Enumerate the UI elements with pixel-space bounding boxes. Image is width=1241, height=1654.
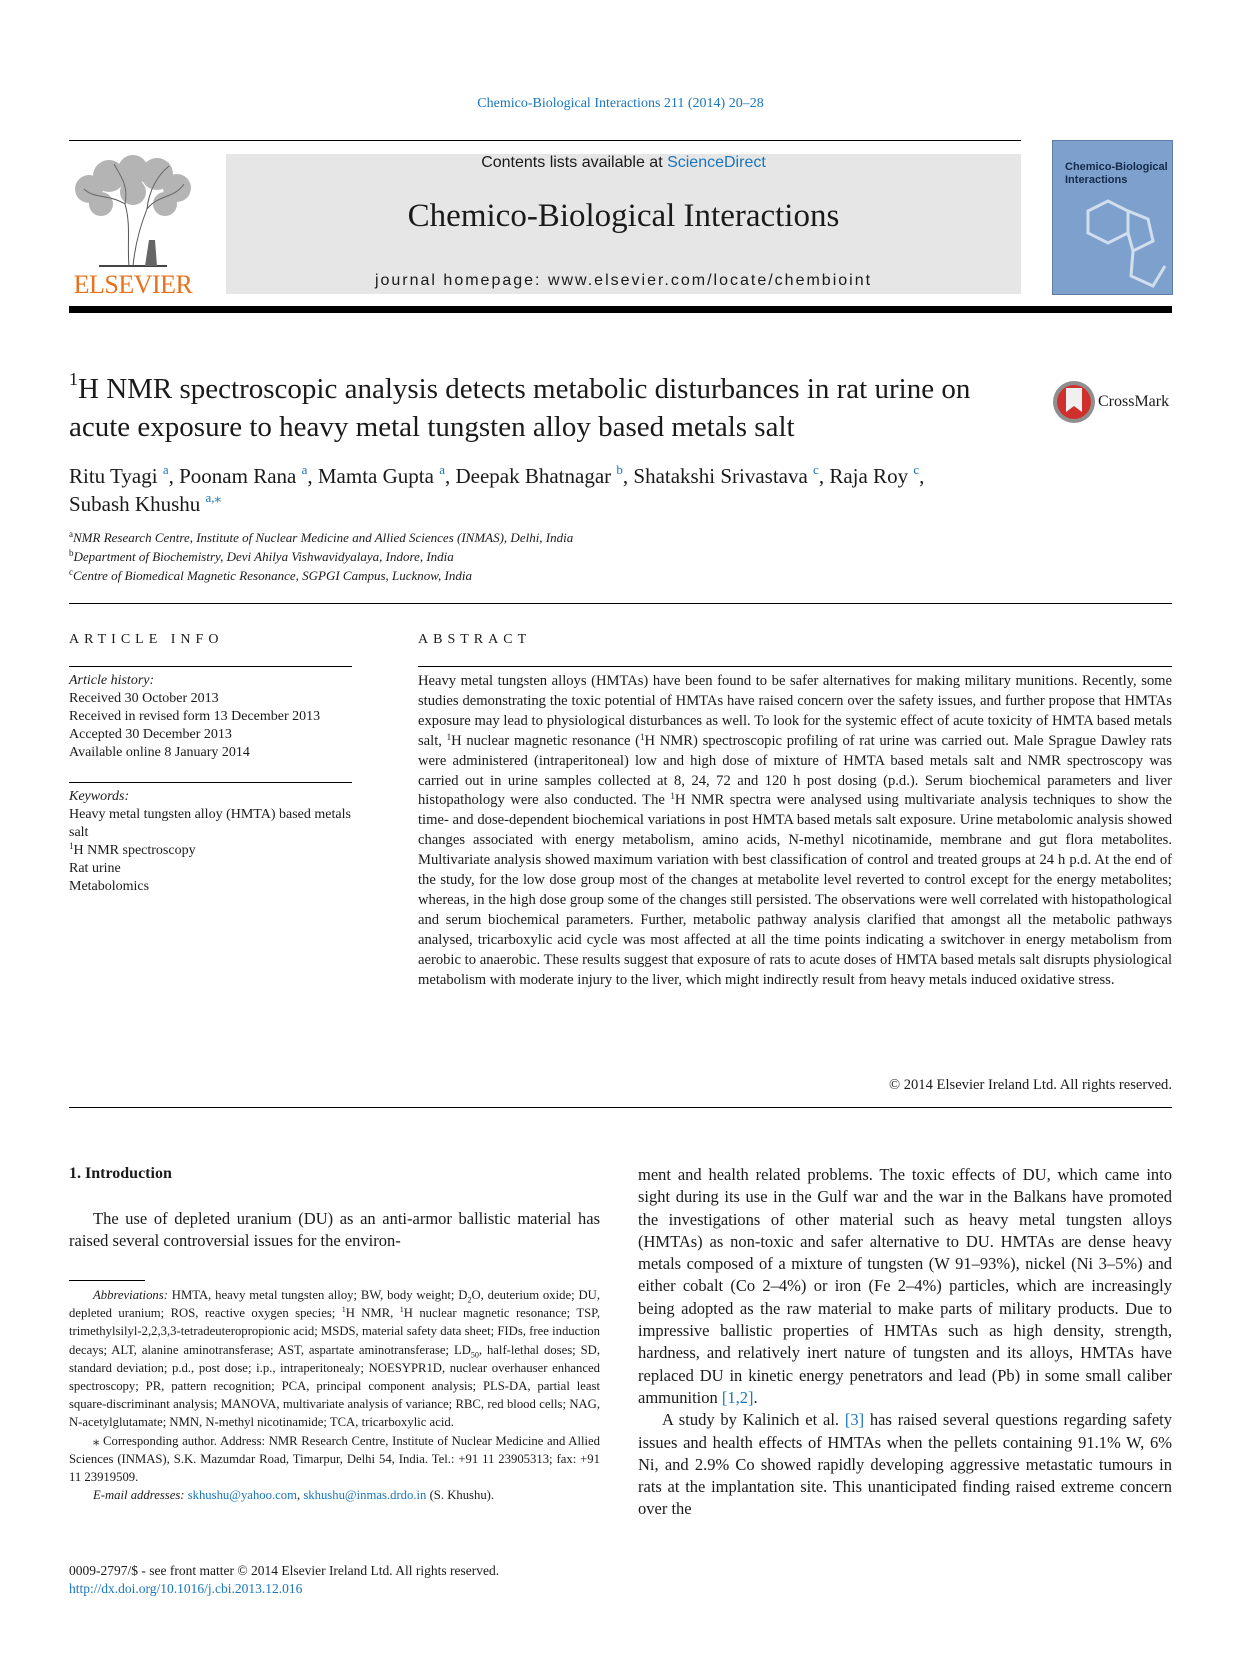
author[interactable]: Poonam Rana $^a$ <box>179 462 308 488</box>
email-link[interactable]: skhushu@inmas.drdo.in <box>303 1488 427 1503</box>
email-link[interactable]: skhushu@yahoo.com <box>187 1488 297 1503</box>
doi-link[interactable]: http://dx.doi.org/10.1016/j.cbi.2013.12.016 <box>69 1581 303 1596</box>
article-title <box>69 370 1029 446</box>
title-text: H NMR spectroscopic analysis detects metabolic disturbances in rat urine on acute exposure to heavy metal tungsten alloy based metals salt <box>69 373 971 443</box>
keywords-rule <box>69 782 352 783</box>
section-heading: 1. Introduction <box>69 1165 172 1182</box>
intro-paragraph-right <box>638 1164 1172 1521</box>
author[interactable]: Mamta Gupta $^a$ <box>317 462 445 488</box>
history-item: Received 30 October 2013 <box>69 691 219 706</box>
abstract-copyright: © 2014 Elsevier Ireland Ltd. All rights reserved. <box>888 1077 1172 1093</box>
reference-link[interactable]: [1,2] <box>721 1387 754 1407</box>
affiliation-rule <box>69 603 1172 604</box>
title-superscript: 1 <box>69 369 78 389</box>
paragraph: ment and health related problems. The toxic effects of DU, which came into sight during its use in the Gulf war and the war in the Balkans have promoted the investigations of other material such as heavy metal tungsten alloys (HMTAs) as non-toxic and safer alternative to DU. HMTAs are dense heavy metals composed of a mixture of tungsten (W 91–93%), nickel (Ni 3–5%) and either cobalt (Co 2–4%) or iron (Fe 2–4%) particles, which are increasingly being adopted as the raw material to make parts of military products. Due to impressive ballistic properties of HMTAs such as high density, strength, hardness, and relatively inert nature of tungsten and its alloys, HMTAs have replaced DU in kinetic energy penetrators and lead (Pb) in some small caliber ammunition [1,2]. <box>638 1165 1172 1407</box>
affiliation: $^b$Department of Biochemistry, Devi Ahilya Vishwavidyalaya, Indore, India <box>69 548 454 564</box>
contents-line <box>226 154 1021 172</box>
journal-cover <box>1052 140 1173 295</box>
keywords-label: Keywords: <box>69 789 130 804</box>
cover-title: Chemico-Biological Interactions <box>1065 161 1168 186</box>
journal-title: Chemico-Biological Interactions <box>407 198 840 234</box>
keywords <box>69 788 359 896</box>
abstract-end-rule <box>69 1107 1172 1108</box>
keyword: Metabolomics <box>69 879 150 894</box>
author[interactable]: Ritu Tyagi $^a$ <box>69 462 169 488</box>
email-footnote: E-mail addresses: skhushu@yahoo.com, skhushu@inmas.drdo.in (S. Khushu). <box>93 1488 495 1503</box>
author[interactable]: Shatakshi Srivastava $^c$ <box>633 462 819 488</box>
author[interactable]: Deepak Bhatnagar $^b$ <box>455 462 623 488</box>
intro-paragraph-left: The use of depleted uranium (DU) as an anti-armor ballistic material has raised several controversial issues for the environ- <box>69 1209 600 1251</box>
affiliation: $^c$Centre of Biomedical Magnetic Resonance, SGPGI Campus, Lucknow, India <box>69 567 472 583</box>
journal-reference[interactable]: Chemico-Biological Interactions 211 (2014) 20–28 <box>477 96 764 111</box>
keyword: Rat urine <box>69 861 121 876</box>
affiliation: $^a$NMR Research Centre, Institute of Nuclear Medicine and Allied Sciences (INMAS), Delhi, India <box>69 529 574 545</box>
author[interactable]: Subash Khushu $^{a,⁎}$ <box>69 490 222 516</box>
paragraph: A study by Kalinich et al. [3] has raised several questions regarding safety issues and health effects of HMTAs when the pellets containing 91.1% W, 6% Ni, and 2.9% Co showed rapidly developing aggressive metastatic tumours in rats at the implantation site. This unanticipated finding raised extreme concern over the <box>638 1410 1172 1519</box>
header-thick-rule <box>69 306 1172 313</box>
sciencedirect-link[interactable]: ScienceDirect <box>667 154 766 171</box>
abstract-rule <box>418 666 1172 667</box>
issn-line: 0009-2797/$ - see front matter © 2014 Elsevier Ireland Ltd. All rights reserved. <box>69 1563 500 1578</box>
article-history <box>69 672 359 762</box>
reference-link[interactable]: [3] <box>844 1410 865 1430</box>
article-info-rule <box>69 666 352 667</box>
footer <box>69 1562 669 1598</box>
history-item: Available online 8 January 2014 <box>69 745 250 760</box>
abstract-text: Heavy metal tungsten alloys (HMTAs) have been found to be safer alternatives for making military munitions. Recently, some studies demonstrating the toxic potential of HMTAs have raised concern over the safety issues, and further propose that HMTAs exposure may lead to physiological disturbances as well. To look for the systemic effect of acute toxicity of HMTA based metals salt, $^1$H nuclear magnetic resonance ($^1$H NMR) spectroscopic profiling of rat urine was carried out. Male Sprague Dawley rats were administered (intraperitoneal) low and high dose of mixture of HMTA based metals salt and NMR spectroscopy was carried out in urine samples collected at 8, 24, 72 and 120 h post dosing (p.d.). Serum biochemical parameters and liver histopathology were also conducted. The $^1$H NMR spectra were analysed using multivariate analysis techniques to show the time- and dose-dependent biochemical variations in post HMTA based metals salt exposure. Urine metabolomic analysis showed changes associated with energy metabolism, amino acids, N-methyl nicotinamide, membrane and gut flora metabolites. Multivariate analysis showed maximum variation with best classification of control and treated groups at 24 h p.d. At the end of the study, for the low dose group most of the changes at metabolite level reverted to control except for the energy metabolites; whereas, in the high dose group some of the changes still persisted. The observations were well correlated with histopathological and serum biochemical parameters. Further, metabolic pathway analysis clarified that amongst all the metabolic pathways analysed, tricarboxylic acid cycle was most affected at all the time points indicating a switchover in energy metabolism from aerobic to anaerobic. These results suggest that exposure of rats to acute doses of HMTA based metals salt disrupts physiological metabolism with moderate injury to the liver, which might indirectly result from heavy metals induced oxidative stress. <box>418 673 1172 988</box>
journal-homepage[interactable]: journal homepage: www.elsevier.com/locate/chembioint <box>374 272 873 289</box>
footnote-rule <box>69 1280 145 1281</box>
history-item: Received in revised form 13 December 2013 <box>69 709 321 724</box>
keyword: $^1$H NMR spectroscopy <box>69 841 196 858</box>
crossmark-label[interactable]: CrossMark <box>1098 393 1170 410</box>
header-rule <box>69 140 1021 141</box>
corresponding-author-footnote: ⁎ Corresponding author. Address: NMR Research Centre, Institute of Nuclear Medicine and Allied Sciences (INMAS), S.K. Mazumdar Road, Timarpur, Delhi 54, India. Tel.: +91 11 23905313; fax: +91 11 23919509. <box>69 1433 600 1485</box>
footnotes <box>69 1286 600 1504</box>
history-item: Accepted 30 December 2013 <box>69 727 232 742</box>
abbreviations-footnote: Abbreviations: HMTA, heavy metal tungsten alloy; BW, body weight; $D_2O$, deuterium oxide; DU, depleted uranium; ROS, reactive oxygen species; $^1$H NMR, $^1$H nuclear magnetic resonance; TSP, trimethylsilyl-2,2,3,3-tetradeuteropropionic acid; MSDS, material safety data sheet; FIDs, free induction decays; ALT, alanine aminotransferase; AST, aspartate aminotransferase; $LD_{50}$, half-lethal doses; SD, standard deviation; p.d., post dose; i.p., intraperitonealy; NOESYPR1D, nuclear overhauser enhanced spectroscopy; PR, pattern recognition; PCA, principal component analysis; PLS-DA, partial least square-discriminant analysis; MANOVA, multivariate analysis of variance; RBC, red blood cells; NAG, N-acetylglutamate; NMN, N-methyl nicotinamide; TCA, tricarboxylic acid. <box>69 1288 600 1430</box>
article-info-heading: ARTICLE INFO <box>69 632 224 647</box>
author[interactable]: Raja Roy $^c$ <box>829 462 920 488</box>
author-list: Ritu Tyagi $^a$, Poonam Rana $^a$, Mamta Gupta $^a$, Deepak Bhatnagar $^b$, Shatakshi Srivastava $^c$, Raja Roy $^c$, Subash Khushu $^{a,⁎}$ <box>69 462 925 516</box>
history-label: Article history: <box>69 673 155 688</box>
abstract-heading: ABSTRACT <box>418 632 532 647</box>
keyword: Heavy metal tungsten alloy (HMTA) based metals salt <box>69 807 351 840</box>
contents-prefix: Contents lists available at <box>481 154 668 171</box>
affiliations <box>69 528 1172 585</box>
molecule-icon <box>1053 141 1172 294</box>
elsevier-logo-text: ELSEVIER <box>73 270 193 299</box>
